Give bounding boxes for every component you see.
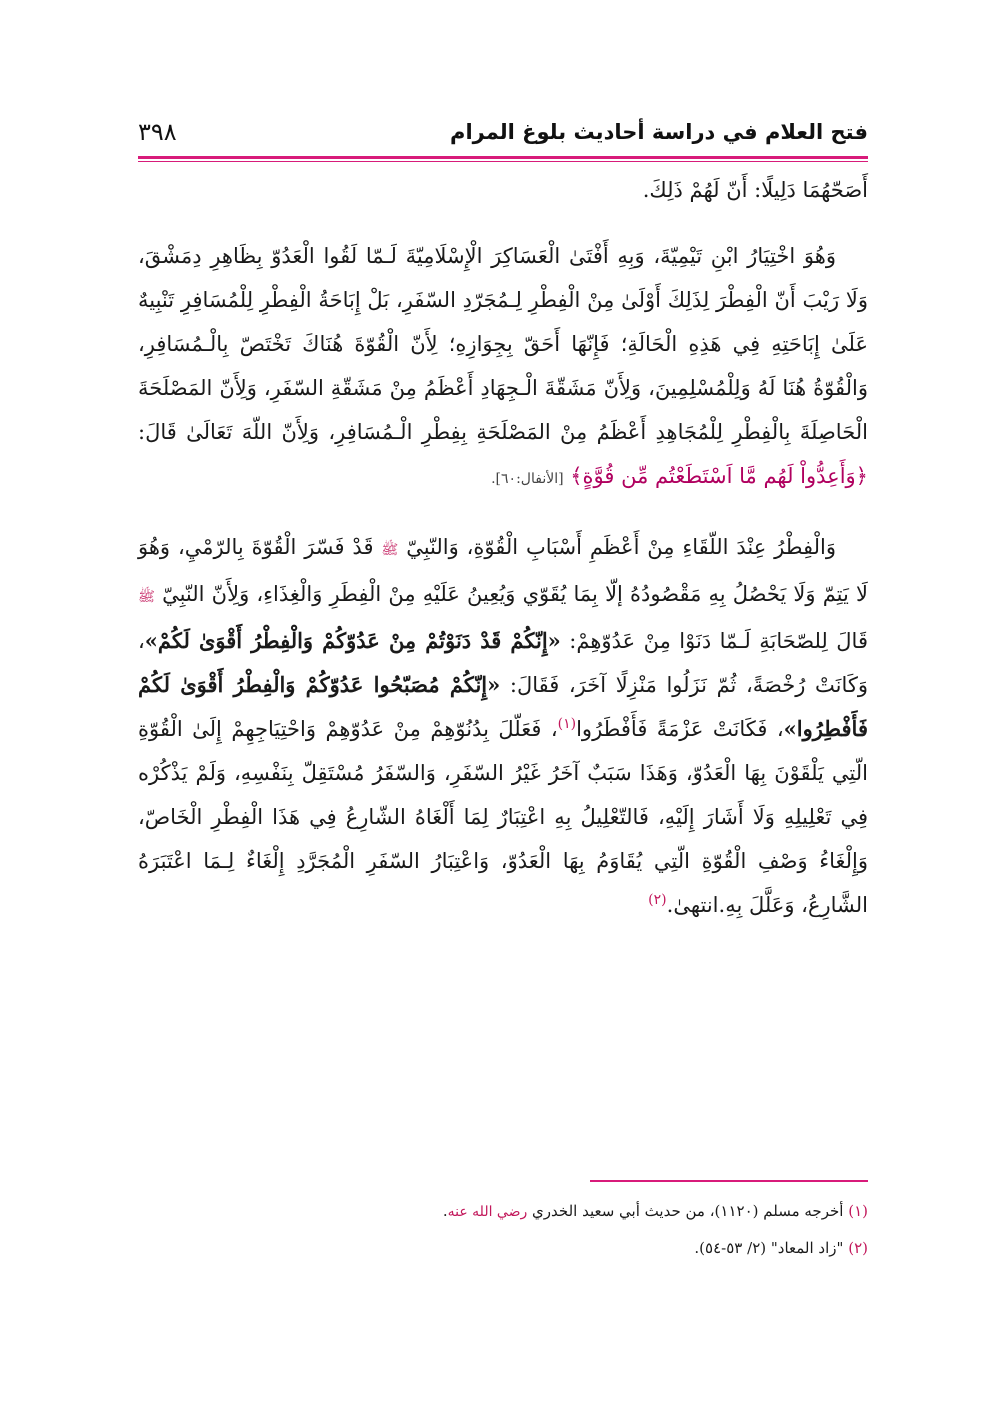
paragraph-2-part-c: قَالَ لِلصّحَابَةِ لَـمّا دَنَوْا مِنْ عَدُوّهِمْ:	[569, 629, 868, 653]
paragraph-2-part-d: ، وَكَانَتْ رُخْصَةً، ثُمّ نَزَلُوا مَنْزِلًا آخَرَ، فَقَالَ:	[138, 629, 868, 697]
quran-verse: ﴿وَأَعِدُّواْ لَهُم مَّا اَسْتَطَعْتُم مِّن قُوَّةٍ﴾	[570, 464, 868, 488]
footnote-1: (١) أخرجه مسلم (١١٢٠)، من حديث أبي سعيد الخدري رضي الله عنه.	[442, 1202, 868, 1220]
main-text	[138, 168, 868, 927]
book-title: فتح العلام في دراسة أحاديث بلوغ المرام	[450, 120, 868, 144]
footnote-1-text: أخرجه مسلم (١١٢٠)، من حديث أبي سعيد الخدري	[532, 1202, 844, 1220]
paragraph-1	[138, 234, 868, 501]
paragraph-2-part-f: ، فَعَلّلَ بِدُنُوّهِمْ مِنْ عَدُوّهِمْ وَاحْتِيَاجِهِمْ إِلَىٰ الْقُوّةِ الّتِي يَلْقَوْنَ بِهَا الْعَدُوّ، وَهَذَا سَبَبٌ آخَرُ غَيْرُ السّفَرِ، وَالسّفَرُ مُسْتَقِلّ بِنَفْسِهِ، وَلَمْ يَذْكُرْه فِي تَعْلِيلِهِ وَلَا أَشَارَ إِلَيْهِ، فَالتّعْلِيلُ بِهِ اعْتِبَارٌ لِمَا أَلْغَاهُ الشّارِعُ فِي هَذَا الْفِطْرِ الْخَاصّ، وَإِلْغَاءُ وَصْفِ الْقُوّةِ الّتِي يُقَاوَمُ بِهَا الْعَدُوّ، وَاعْتِبَارُ السّفَرِ الْمُجَرَّدِ إِلْغَاءٌ لِـمَا اعْتَبَرَهُ الشَّارِعُ، وَعَلَّلَ بِهِ.انتهىٰ.	[138, 717, 868, 917]
header-rule-thick	[138, 156, 868, 159]
opening-line: أَصَحّهُمَا دَلِيلًا: أَنّ لَهُمْ ذَلِكَ.	[642, 178, 868, 202]
hadith-quote-1: «إِنّكُمْ قَدْ دَنَوْتُمْ مِنْ عَدُوّكُمْ وَالْفِطْرُ أَقْوَىٰ لَكُمْ»	[144, 628, 561, 653]
footnote-marker-2[interactable]: (٢)	[648, 892, 667, 908]
verse-reference: [الأنفال:٦٠].	[491, 471, 564, 487]
paragraph-2-part-b: قَدْ فَسّرَ الْقُوّةَ بِالرّمْيِ، وَهُوَ لَا يَتِمّ وَلَا يَحْصُلُ بِهِ مَقْصُودُهُ إلّا بِمَا يُقَوّي وَيُعِينُ عَلَيْهِ مِنْ الْفِطَرِ وَالْغِذَاءِ، وَلِأَنّ النّبِيّ	[138, 535, 868, 606]
paragraph-2-part-e: ، فَكَانَتْ عَزْمَةً فَأَفْطَرُوا	[576, 717, 784, 741]
page-header	[138, 110, 868, 154]
footnote-2-number: (٢)	[848, 1239, 868, 1257]
hadith-quote-2: «إِنّكُمْ مُصَبّحُوا عَدُوّكُمْ وَالْفِطْرُ أَقْوَىٰ لَكُمْ فَأَفْطِرُوا»	[138, 672, 868, 741]
salawat-glyph-2: ﷺ	[138, 589, 155, 605]
header-rule-thin	[138, 161, 868, 162]
footnote-1-honorific: رضي الله عنه	[447, 1204, 528, 1220]
footnote-2	[138, 1230, 868, 1266]
page-number: ٣٩٨	[138, 118, 177, 146]
footnote-1-number: (١)	[848, 1202, 868, 1220]
paragraph-2-part-a: وَالْفِطْرُ عِنْدَ اللّقَاءِ مِنْ أَعْظَمِ أَسْبَابِ الْقُوّةِ، وَالنّبِيّ	[406, 535, 836, 559]
footnote-separator	[590, 1180, 868, 1182]
salawat-glyph-1: ﷺ	[381, 542, 399, 558]
paragraph-2	[138, 525, 868, 927]
paragraph-1-text: وَهُوَ اخْتِيَارُ ابْنِ تَيْمِيّةَ، وَبِهِ أَفْتَىٰ الْعَسَاكِرَ الْإِسْلَامِيّةَ لَـمّا لَقُوا الْعَدُوّ بِظَاهِرِ دِمَشْقَ، وَلَا رَيْبَ أَنّ الْفِطْرَ لِذَلِكَ أَوْلَىٰ مِنْ الْفِطْرِ لِـمُجَرّدِ السّفَرِ، بَلْ إِبَاحَةُ الْفِطْرِ لِلْمُسَافِرِ تَنْبِيهٌ عَلَىٰ إِبَاحَتِهِ فِي هَذِهِ الْحَالَةِ؛ فَإِنّهَا أَحَقّ بِجِوَازِهِ؛ لِأَنّ الْقُوّةَ هُنَاكَ تَخْتَصّ بِالْـمُسَافِرِ، وَالْقُوّةُ هُنَا لَهُ وَلِلْمُسْلِمِينَ، وَلِأَنّ مَشَقّةَ الْـجِهَادِ أَعْظَمُ مِنْ مَشَقّةِ السّفَرِ، وَلِأَنّ المَصْلَحَةَ الْحَاصِلَةَ بِالْفِطْرِ لِلْمُجَاهِدِ أَعْظَمُ مِنْ المَصْلَحَةِ بِفِطْرِ الْـمُسَافِرِ، وَلِأَنّ اللّهَ تَعَالَىٰ قَالَ:	[138, 244, 868, 444]
footnotes	[138, 1193, 868, 1266]
footnote-2-text: "زاد المعاد" (٢/ ٥٣-٥٤).	[694, 1239, 844, 1257]
footnote-marker-1[interactable]: (١)	[557, 716, 577, 732]
